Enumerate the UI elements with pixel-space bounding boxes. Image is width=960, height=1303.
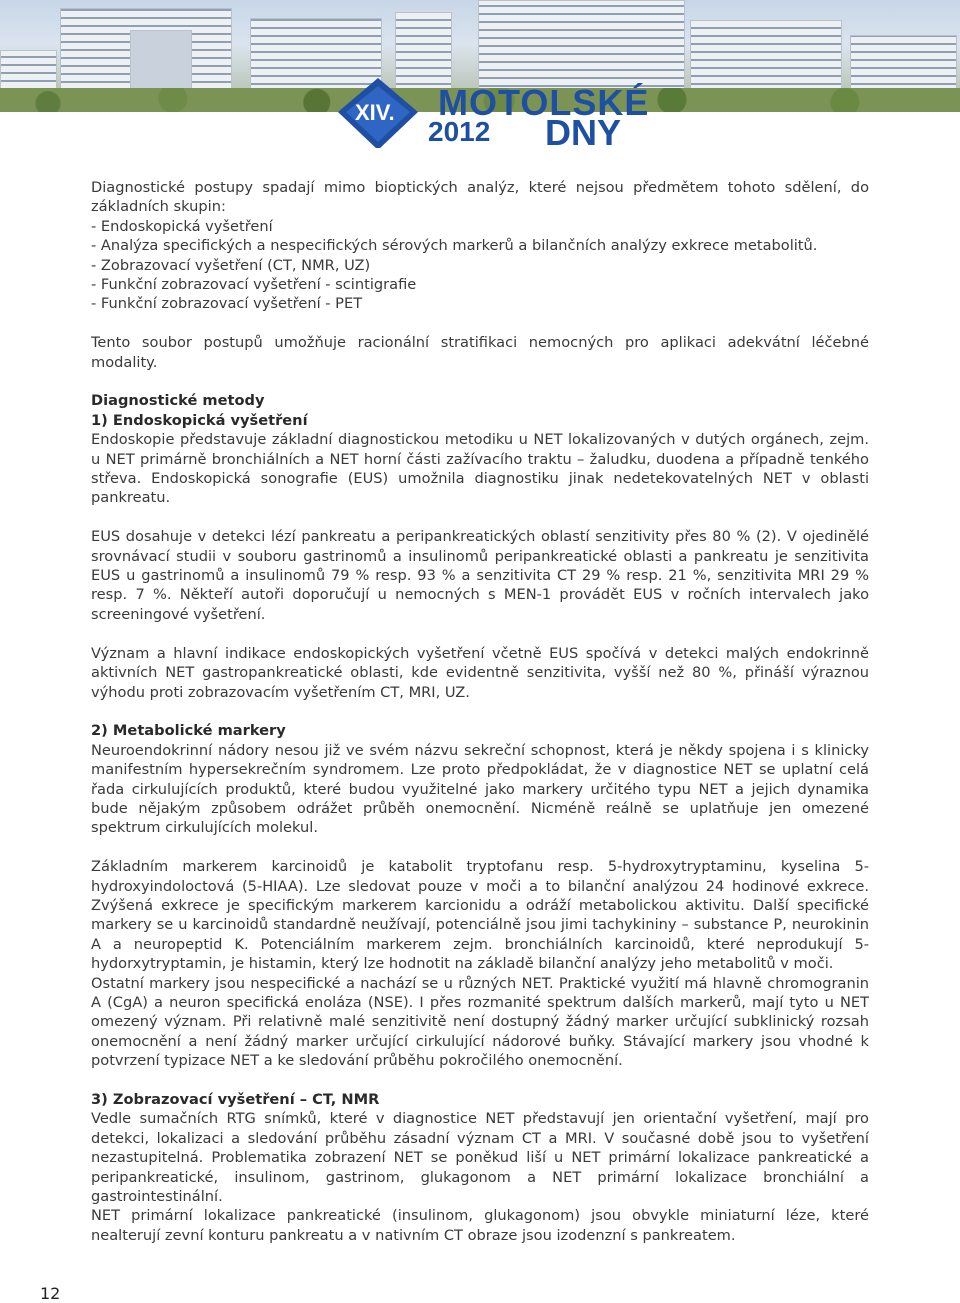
page-number: 12 — [40, 1284, 61, 1303]
significance-paragraph: Význam a hlavní indikace endoskopických vyšetření včetně EUS spočívá v detekci malých endokrinně aktivních NET gastropankreatické oblasti, kde evidentně senzitivita, vyšší než 80 %, přináší výraznou výhodu proti zobrazovacím vyšetřením CT, MRI, UZ. — [91, 644, 869, 701]
endoscopy-paragraph: Endoskopie představuje základní diagnostickou metodiku u NET lokalizovaných v dutých orgánech, zejm. u NET primárně bronchiálních a NET horní části zažívacího traktu – žaludku, duodena a případně tenkého střeva. Endoskopická sonografie (EUS) umožnila diagnostiku jinak nedetekovatelných NET v oblasti pankreatu. — [91, 431, 869, 507]
markers-paragraph: Neuroendokrinní nádory nesou již ve svém názvu sekreční schopnost, která je někdy spojena i s klinicky manifestním hypersekrečním syndromem. Lze proto předpokládat, že v diagnostice NET se uplatní celá řada cirkulujících produktů, které budou využitelné jako markery určitého typu NET a jejich dynamika bude nějakým způsobem odrážet průběh onemocnění. Nicméně reálně se uplatňuje jen omezené spektrum cirkulujících molekul. — [91, 741, 869, 837]
imaging-paragraph: NET primární lokalizace pankreatické (insulinom, glukagonom) jsou obvykle miniaturní léze, které nealterují zevní konturu pankreatu a v nativním CT obraze jsou izodenzní s pankreatem. — [91, 1207, 869, 1244]
article-body — [91, 178, 869, 1245]
list-item: - Funkční zobrazovací vyšetření - PET — [91, 295, 363, 313]
header-banner — [0, 0, 960, 148]
stratification-paragraph: Tento soubor postupů umožňuje racionální stratifikaci nemocných pro aplikaci adekvátní léčebné modality. — [91, 334, 869, 371]
markers-heading: 2) Metabolické markery — [91, 722, 286, 740]
list-item: - Zobrazovací vyšetření (CT, NMR, UZ) — [91, 256, 371, 274]
intro-paragraph: Diagnostické postupy spadají mimo bioptických analýz, které nejsou předmětem tohoto sdělení, do základních skupin: — [91, 179, 869, 216]
logo-title-line1: MOTOLSKÉ — [438, 82, 650, 123]
imaging-heading: 3) Zobrazovací vyšetření – CT, NMR — [91, 1090, 380, 1108]
markers-paragraph: Ostatní markery jsou nespecifické a nachází se u různých NET. Praktické využití má hlavně chromogranin A (CgA) a neuron specifická enoláza (NSE). I přes rozmanité spektrum dalších markerů, mají tyto u NET omezený význam. Při relativně malé senzitivitě není dostupný žádný marker určující subklinický rozsah onemocnění a není žádný marker určující cirkulující nádorové buňky. Stávající markery jsou vhodné k potvrzení typizace NET a ke sledování průběhu pokročilého onemocnění. — [91, 974, 869, 1070]
imaging-paragraph: Vedle sumačních RTG snímků, které v diagnostice NET představují jen orientační vyšetření, mají pro detekci, lokalizaci a sledování průběhu zásadní význam CT a MRI. V současné době jsou to vyšetření nezastupitelná. Problematika zobrazení NET se poněkud liší u NET primární lokalizace pankreatické a peripankreatické, insulinom, gastrinom, glukagonom a NET primární lokalizace bronchiální a gastrointestinální. — [91, 1110, 869, 1206]
methods-heading: Diagnostické metody — [91, 392, 265, 410]
list-item: - Endoskopická vyšetření — [91, 217, 273, 235]
list-item: - Analýza specifických a nespecifických sérových markerů a bilančních analýzy exkrece metabolitů. — [91, 237, 818, 255]
logo-title-line2: DNY — [545, 112, 622, 148]
logo-roman-numeral: XIV. — [355, 100, 395, 125]
endoscopy-heading: 1) Endoskopická vyšetření — [91, 411, 308, 429]
logo-year: 2012 — [428, 116, 491, 147]
markers-paragraph: Základním markerem karcinoidů je katabolit tryptofanu resp. 5-hydroxytryptaminu, kyselina 5-hydroxyindoloctová (5-HIAA). Lze sledovat pouze v moči a to bilanční analýzou 24 hodinové exkrece. Zvýšená exkrece je specifickým markerem karcionidu a odráží metabolickou aktivitu. Další specifické markery se u karcinoidů standardně neužívají, potenciálně jsou jimi tachykininy – substance P, neurokinin A a neuropeptid K. Potenciálním markerem zejm. bronchiálních karcinoidů, které neprodukují 5-hydorxytryptamin, je histamin, který lze hodnotit na základě bilanční analýzy jeho metabolitů v moči. — [91, 858, 869, 973]
eus-paragraph: EUS dosahuje v detekci lézí pankreatu a peripankreatických oblastí senzitivity přes 80 % (2). V ojedinělé srovnávací studii v souboru gastrinomů a insulinomů peripankreatické oblasti a pankreatu je senzitivita EUS u gastrinomů a insulinomů 79 % resp. 93 % a senzitivita CT 29 % resp. 21 %, senzitivita MRI 29 % resp. 7 %. Někteří autoři doporučují u nemocných s MEN-1 provádět EUS v ročních intervalech jako screeningové vyšetření. — [91, 528, 869, 623]
list-item: - Funkční zobrazovací vyšetření - scintigrafie — [91, 276, 417, 294]
